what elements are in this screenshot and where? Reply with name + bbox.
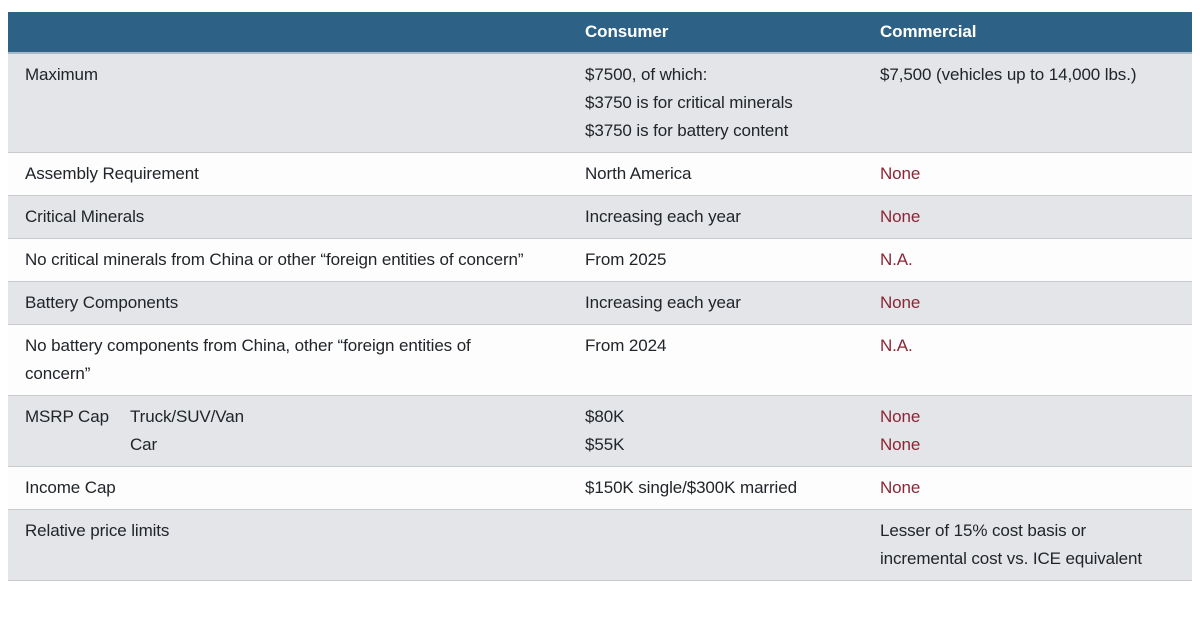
row-label: No battery components from China, other “foreign entities of concern”	[25, 336, 471, 383]
table-row-maximum	[8, 54, 1192, 153]
table-row-no-critical-minerals-china	[8, 239, 1192, 282]
row-label: Critical Minerals	[25, 207, 145, 226]
header-cell-consumer: Consumer	[585, 22, 669, 41]
commercial-cell	[866, 282, 1192, 324]
commercial-cell	[866, 153, 1192, 195]
consumer-cell	[570, 239, 866, 281]
consumer-value-line: From 2024	[585, 336, 667, 355]
commercial-value-line: incremental cost vs. ICE equivalent	[880, 549, 1143, 568]
consumer-value-line: North America	[585, 164, 692, 183]
commercial-cell	[866, 54, 1192, 152]
commercial-value-line: Lesser of 15% cost basis or	[880, 521, 1087, 540]
consumer-cell	[570, 153, 866, 195]
commercial-value-line: None	[880, 407, 921, 426]
row-label: MSRP Cap	[25, 407, 109, 426]
consumer-value-line: Increasing each year	[585, 207, 741, 226]
consumer-value-line: $7500, of which:	[585, 65, 708, 84]
consumer-value-line: $150K single/$300K married	[585, 478, 797, 497]
table-row-msrp-cap	[8, 396, 1192, 467]
consumer-cell	[570, 325, 866, 395]
table-row-assembly-requirement	[8, 153, 1192, 196]
row-label: Income Cap	[25, 478, 116, 497]
consumer-value-line: $3750 is for critical minerals	[585, 93, 793, 112]
commercial-cell	[866, 467, 1192, 509]
consumer-cell	[570, 396, 866, 466]
commercial-value-line: None	[880, 478, 921, 497]
table-row-relative-price-limits	[8, 510, 1192, 581]
header-cell-commercial: Commercial	[880, 22, 977, 41]
commercial-value-line: $7,500 (vehicles up to 14,000 lbs.)	[880, 65, 1137, 84]
table-row-no-battery-components-china	[8, 325, 1192, 396]
commercial-value-line: None	[880, 164, 921, 183]
consumer-value-line: $55K	[585, 435, 625, 454]
consumer-value-line: $80K	[585, 407, 625, 426]
comparison-table	[8, 12, 1192, 581]
row-label: Relative price limits	[25, 521, 170, 540]
consumer-cell	[570, 282, 866, 324]
row-label: Maximum	[25, 65, 98, 84]
row-label-group	[8, 396, 570, 466]
commercial-value-line: N.A.	[880, 336, 913, 355]
consumer-value-line: From 2025	[585, 250, 667, 269]
commercial-value-line: None	[880, 207, 921, 226]
consumer-cell	[570, 54, 866, 152]
commercial-value-line: N.A.	[880, 250, 913, 269]
commercial-cell	[866, 239, 1192, 281]
commercial-cell	[866, 510, 1192, 580]
table-header-row	[8, 12, 1192, 54]
consumer-cell	[570, 196, 866, 238]
row-label: Battery Components	[25, 293, 179, 312]
commercial-cell	[866, 325, 1192, 395]
commercial-value-line: None	[880, 293, 921, 312]
consumer-value-line: $3750 is for battery content	[585, 121, 789, 140]
commercial-cell	[866, 196, 1192, 238]
consumer-cell	[570, 510, 866, 580]
consumer-cell	[570, 467, 866, 509]
row-label: No critical minerals from China or other “foreign entities of concern”	[25, 250, 524, 269]
commercial-value-line: None	[880, 435, 921, 454]
row-sublabel: Car	[130, 435, 158, 454]
consumer-value-line: Increasing each year	[585, 293, 741, 312]
table-row-critical-minerals	[8, 196, 1192, 239]
row-sublabel: Truck/SUV/Van	[130, 407, 244, 426]
row-label: Assembly Requirement	[25, 164, 199, 183]
row-sublabels	[130, 403, 244, 459]
table-row-battery-components	[8, 282, 1192, 325]
table-row-income-cap	[8, 467, 1192, 510]
commercial-cell	[866, 396, 1192, 466]
